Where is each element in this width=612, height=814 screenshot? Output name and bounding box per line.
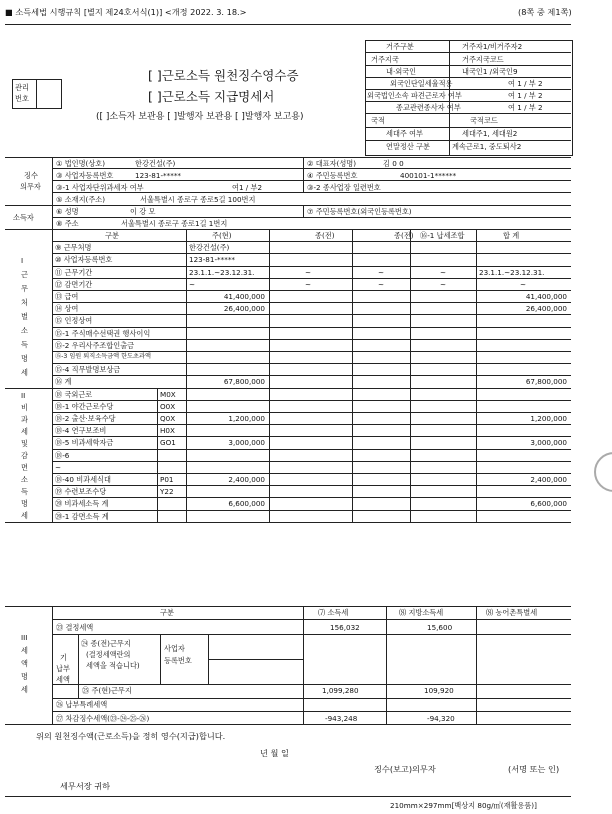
grid-line-v xyxy=(303,606,304,724)
current-workplace-value: 41,400,000 xyxy=(223,292,265,301)
nontaxable-row-label: ⑳-1 감면소득 계 xyxy=(55,511,109,521)
local-tax-header: ⑻ 지방소득세 xyxy=(399,608,444,617)
grid-line-h xyxy=(52,461,571,462)
grid-line-v xyxy=(52,388,53,522)
nontaxable-row-label: ⑲ 수련보조수당 xyxy=(55,487,107,497)
title-copy-type: ([ ]소득자 보관용 [ ]발행자 보관용 [ ]발행자 보고용) xyxy=(96,112,304,122)
paper-spec: 210mm×297mm[백상지 80g/㎡(재활용품)] xyxy=(390,801,537,810)
section3-vertical-char: 세 xyxy=(21,646,28,655)
total-value: 67,800,000 xyxy=(525,377,567,387)
dispatched-worker-label: 외국법인소속 파견근로자 여부 xyxy=(367,91,462,100)
grid-line-h xyxy=(52,302,571,303)
nontaxable-code: Q0X xyxy=(160,414,176,423)
nationality-type-value: 내국인1 /외국인9 xyxy=(462,67,518,76)
prev-workplace-label-1: ㉔ 종(전)근무지 xyxy=(81,639,131,648)
title-receipt: [ ]근로소득 원천징수영수증 xyxy=(148,68,299,83)
section1-vertical-char: I xyxy=(21,256,24,265)
nontaxable-row-label: ⑱-2 출산·보육수당 xyxy=(55,414,116,423)
total-value: 23.1.1.~23.12.31. xyxy=(479,267,545,277)
nontaxable-code: O0X xyxy=(160,401,176,411)
row-label: ⑮-1 주식매수선택권 행사이익 xyxy=(55,328,151,338)
section2-vertical-char: 세 xyxy=(21,510,28,520)
tax-union-value: ~ xyxy=(440,279,447,289)
column-header-5: ⑯-1 납세조합 xyxy=(420,231,465,240)
difference-tax-label: ㉗ 차감징수세액(㉓-㉔-㉕-㉖) xyxy=(56,714,150,723)
difference-income-tax: -943,248 xyxy=(325,714,358,723)
residency-type-value: 거주자1/비거주자2 xyxy=(462,42,523,51)
row-label: ⑩ 사업자등록번호 xyxy=(55,255,113,265)
title-statement: [ ]근로소득 지급명세서 xyxy=(148,89,275,104)
previous-workplace-value-1: ~ xyxy=(305,267,312,277)
current-workplace-value: ~ xyxy=(189,279,196,289)
grid-line-h xyxy=(208,659,303,660)
row-label: ⑮-4 직무발명보상금 xyxy=(55,365,121,375)
row-label: ⑯ 계 xyxy=(55,377,72,387)
row-label: ⑫ 감면기간 xyxy=(55,279,93,289)
signature-label: (서명 또는 인) xyxy=(508,764,560,774)
section2-vertical-char: 세 xyxy=(21,426,28,436)
grid-line-h xyxy=(52,229,571,230)
grid-line-v xyxy=(352,388,353,522)
grid-line-h xyxy=(5,522,571,523)
grid-line-v xyxy=(186,388,187,522)
previous-workplace-value-2: ~ xyxy=(378,279,385,289)
grid-line-h xyxy=(52,684,571,685)
grid-line-h xyxy=(52,351,571,352)
prev-bizno-label-2: 등록번호 xyxy=(164,656,192,665)
nontaxable-code: P01 xyxy=(160,475,174,484)
paid-label-3: 세액 xyxy=(56,675,70,684)
settlement-type-value: 계속근로1, 중도퇴사2 xyxy=(452,142,522,151)
section2-vertical-char: 면 xyxy=(21,462,28,472)
grid-line-h xyxy=(52,339,571,340)
section2-vertical-char: 감 xyxy=(21,450,28,460)
unit-taxation-label: ③-1 사업자단위과세자 여부 xyxy=(56,183,144,192)
grid-line-v xyxy=(269,229,270,388)
grid-line-v xyxy=(476,606,477,724)
nontaxable-row-label: ~ xyxy=(55,462,62,472)
section2-vertical-char: 명 xyxy=(21,498,28,508)
prev-workplace-label-3: 세액을 적습니다) xyxy=(86,661,140,670)
grid-line-h xyxy=(52,449,571,450)
earner-section-label: 소득자 xyxy=(13,213,34,222)
row-label: ⑮-2 우리사주조합인출금 xyxy=(55,340,135,350)
row-label: ⑮ 인정상여 xyxy=(55,316,93,326)
current-workplace-label: ㉕ 주(현)근무지 xyxy=(82,686,132,695)
flat-rate-value: 여 1 / 부 2 xyxy=(508,79,543,88)
nationality-type-label: 내·외국인 xyxy=(386,67,417,76)
row-label: ⑪ 근무기간 xyxy=(55,267,93,277)
nontaxable-total: 1,200,000 xyxy=(530,414,567,423)
grid-line-h xyxy=(52,412,571,413)
total-value: 26,400,000 xyxy=(525,304,567,314)
decided-income-tax: 156,032 xyxy=(330,623,360,632)
nontaxable-code: GO1 xyxy=(160,438,176,448)
total-value: 41,400,000 xyxy=(525,292,567,301)
grid-line-v xyxy=(160,634,161,684)
current-workplace-value: 123-81-***** xyxy=(189,255,236,265)
grid-line-h xyxy=(52,314,571,315)
grid-line-h xyxy=(52,497,571,498)
nationality-label: 국적 xyxy=(371,116,385,125)
nontaxable-row-label: ⑱-1 야간근로수당 xyxy=(55,401,114,411)
current-local-tax: 109,920 xyxy=(424,686,454,695)
section3-vertical-char: 액 xyxy=(21,659,28,668)
mgmt-label-2: 번호 xyxy=(15,94,29,103)
flat-rate-label: 외국인단일세율적용 xyxy=(390,79,453,88)
nontaxable-row-label: ⑱-4 연구보조비 xyxy=(55,426,107,436)
column-header-4: 종(전) xyxy=(394,231,414,240)
total-value: ~ xyxy=(520,279,527,289)
dispatched-worker-value: 여 1 / 부 2 xyxy=(508,91,543,100)
previous-workplace-value-2: ~ xyxy=(378,267,385,277)
nontaxable-total: 3,000,000 xyxy=(530,438,567,448)
branch-serial-label: ③-2 종사업장 일련번호 xyxy=(307,183,381,192)
current-workplace-value: 67,800,000 xyxy=(223,377,265,387)
nontaxable-row-label: ⑱ 국외근로 xyxy=(55,389,93,399)
grid-line-v xyxy=(78,634,79,698)
grid-line-h xyxy=(52,266,571,267)
payer-section-label-2: 의무자 xyxy=(20,182,41,191)
nontaxable-row-label: ⑱-6 xyxy=(55,450,70,460)
grid-line-h xyxy=(52,711,571,712)
prev-bizno-label-1: 사업자 xyxy=(164,644,185,653)
collector-label: 징수(보고)의무자 xyxy=(374,764,436,774)
row-label: ⑬ 급여 xyxy=(55,292,79,301)
settlement-type-label: 연말정산 구분 xyxy=(386,142,430,151)
residency-type-label: 거주구분 xyxy=(386,42,414,51)
decided-local-tax: 15,600 xyxy=(427,623,453,632)
grid-line-v xyxy=(52,606,53,724)
previous-workplace-value-1: ~ xyxy=(305,279,312,289)
business-number-label: ③ 사업자등록번호 xyxy=(56,171,114,180)
section1-vertical-char: 처 xyxy=(21,298,28,307)
religious-worker-label: 종교관련종사자 여부 xyxy=(396,103,461,112)
grid-line-v xyxy=(352,229,353,388)
grid-line-v xyxy=(410,388,411,522)
section2-vertical-char: 득 xyxy=(21,486,28,496)
resident-number-label: ④ 주민등록번호 xyxy=(307,171,358,180)
grid-line-v xyxy=(386,606,387,724)
nontaxable-code: Y22 xyxy=(160,487,174,497)
nontaxable-row-label: ⑳ 비과세소득 계 xyxy=(55,499,109,509)
section1-vertical-char: 득 xyxy=(21,340,28,349)
prev-workplace-label-2: (결정세액란의 xyxy=(86,650,131,659)
income-tax-header: ⑺ 소득세 xyxy=(318,608,349,617)
residence-country-code-label: 거주지국코드 xyxy=(462,55,504,64)
difference-local-tax: -94,320 xyxy=(427,714,455,723)
tax-header-label: 구분 xyxy=(160,608,174,617)
section2-vertical-char: 소 xyxy=(21,474,28,484)
section1-vertical-char: 세 xyxy=(21,368,28,377)
section2-vertical-char: II xyxy=(21,390,26,400)
company-name-label: ① 법인명(상호) xyxy=(56,159,106,168)
nontaxable-total: 6,600,000 xyxy=(530,499,567,509)
column-header-3: 종(전) xyxy=(315,231,335,240)
grid-line-v xyxy=(476,388,477,522)
representative-label: ② 대표자(성명) xyxy=(307,159,357,168)
column-header-2: 주(현) xyxy=(212,231,232,240)
grid-line-h xyxy=(52,375,571,376)
grid-line-h xyxy=(52,290,571,291)
nontaxable-current: 6,600,000 xyxy=(228,499,265,509)
law-reference: ■ 소득세법 시행규칙 [별지 제24호서식(1)] <개정 2022. 3. 18.> xyxy=(5,7,247,17)
nontaxable-current: 3,000,000 xyxy=(228,438,265,448)
section2-vertical-char: 및 xyxy=(21,438,28,448)
payer-address: 서울특별시 종로구 종로5길 100번지 xyxy=(140,195,256,204)
grid-line-h xyxy=(5,724,571,725)
grid-line-h xyxy=(52,278,571,279)
grid-line-h xyxy=(52,363,571,364)
household-head-value: 세대주1, 세대원2 xyxy=(462,129,518,138)
grid-line-h xyxy=(52,253,571,254)
section3-vertical-char: 명 xyxy=(21,672,28,681)
grid-line-h xyxy=(52,619,571,620)
earner-address: 서울특별시 종로구 종로1길 1번지 xyxy=(121,219,228,228)
grid-line-h xyxy=(52,327,571,328)
column-header-1: 구분 xyxy=(105,231,119,240)
religious-worker-value: 여 1 / 부 2 xyxy=(508,103,543,112)
page-number: (8쪽 중 제1쪽) xyxy=(518,7,572,17)
nontaxable-row-label: ⑱-5 비과세학자금 xyxy=(55,438,114,448)
decided-tax-label: ㉓ 결정세액 xyxy=(56,623,94,632)
grid-line-h xyxy=(5,606,571,607)
grid-line-v xyxy=(157,388,158,522)
grid-line-h xyxy=(52,698,571,699)
grid-line-h xyxy=(52,424,571,425)
resident-number: 400101-1****** xyxy=(400,171,457,180)
nontaxable-total: 2,400,000 xyxy=(530,475,567,484)
receipt-statement: 위의 원천징수액(근로소득)을 정히 영수(지급)합니다. xyxy=(36,731,226,741)
section3-vertical-char: 세 xyxy=(21,685,28,694)
section1-vertical-char: 소 xyxy=(21,326,28,335)
tax-office-addressee: 세무서장 귀하 xyxy=(60,781,111,791)
section2-vertical-char: 비 xyxy=(21,402,28,412)
section1-vertical-char: 별 xyxy=(21,312,28,321)
payer-address-label: ⑤ 소재지(주소) xyxy=(56,195,106,204)
column-header-6: 합 계 xyxy=(503,231,520,240)
earner-name: 이 강 모 xyxy=(130,207,156,216)
earner-regno-label: ⑦ 주민등록번호(외국인등록번호) xyxy=(307,207,412,216)
nontaxable-row-label: ⑱-40 비과세식대 xyxy=(55,475,111,484)
special-tax-label: ㉖ 납부특례세액 xyxy=(56,700,108,709)
paid-label-2: 납부 xyxy=(56,664,70,673)
tax-union-value: ~ xyxy=(440,267,447,277)
top-rule xyxy=(5,24,571,25)
paid-label-1: 기 xyxy=(60,653,67,662)
grid-line-v xyxy=(269,388,270,522)
nontaxable-code: H0X xyxy=(160,426,175,436)
row-label: ⑮-3 임원 퇴직소득금액 한도초과액 xyxy=(55,353,151,360)
business-number: 123-81-***** xyxy=(135,171,182,180)
grid-line-h xyxy=(52,510,571,511)
page-edge-circle xyxy=(594,452,612,492)
grid-line-h xyxy=(5,388,571,389)
grid-line-h xyxy=(52,400,571,401)
section1-vertical-char: 명 xyxy=(21,354,28,363)
household-head-label: 세대주 여부 xyxy=(386,129,424,138)
residence-country-label: 거주지국 xyxy=(371,55,399,64)
current-workplace-value: 한강건설(주) xyxy=(189,243,230,253)
nontaxable-current: 2,400,000 xyxy=(228,475,265,484)
row-label: ⑨ 근무처명 xyxy=(55,243,92,253)
receipt-date: 년 월 일 xyxy=(260,748,289,758)
section2-vertical-char: 과 xyxy=(21,414,28,424)
section1-vertical-char: 근 xyxy=(21,270,28,279)
row-label: ⑭ 상여 xyxy=(55,304,79,314)
current-workplace-value: 26,400,000 xyxy=(223,304,265,314)
grid-line-h xyxy=(52,436,571,437)
representative-name: 김 0 0 xyxy=(383,159,404,168)
nontaxable-code: M0X xyxy=(160,389,176,399)
grid-line-v xyxy=(186,229,187,388)
mgmt-label-1: 관리 xyxy=(15,83,29,92)
payer-section-label-1: 징수 xyxy=(24,171,38,180)
grid-line-v xyxy=(52,229,53,388)
nationality-code-label: 국적코드 xyxy=(470,116,498,125)
grid-line-v xyxy=(410,229,411,388)
grid-line-h xyxy=(52,485,571,486)
rural-tax-header: ⑻ 농어촌특별세 xyxy=(486,608,538,617)
grid-line-v xyxy=(476,229,477,388)
company-name: 한강건설(주) xyxy=(135,159,176,168)
current-workplace-value: 23.1.1.~23.12.31. xyxy=(189,267,255,277)
section3-vertical-char: III xyxy=(21,633,28,642)
earner-address-label: ⑧ 주소 xyxy=(56,219,79,228)
grid-line-h xyxy=(52,241,571,242)
section1-vertical-char: 무 xyxy=(21,284,28,293)
unit-taxation-value: 여1 / 부2 xyxy=(232,183,263,192)
grid-line-h xyxy=(52,473,571,474)
nontaxable-current: 1,200,000 xyxy=(228,414,265,423)
current-income-tax: 1,099,280 xyxy=(322,686,359,695)
grid-line-h xyxy=(52,634,571,635)
earner-name-label: ⑥ 성명 xyxy=(56,207,79,216)
